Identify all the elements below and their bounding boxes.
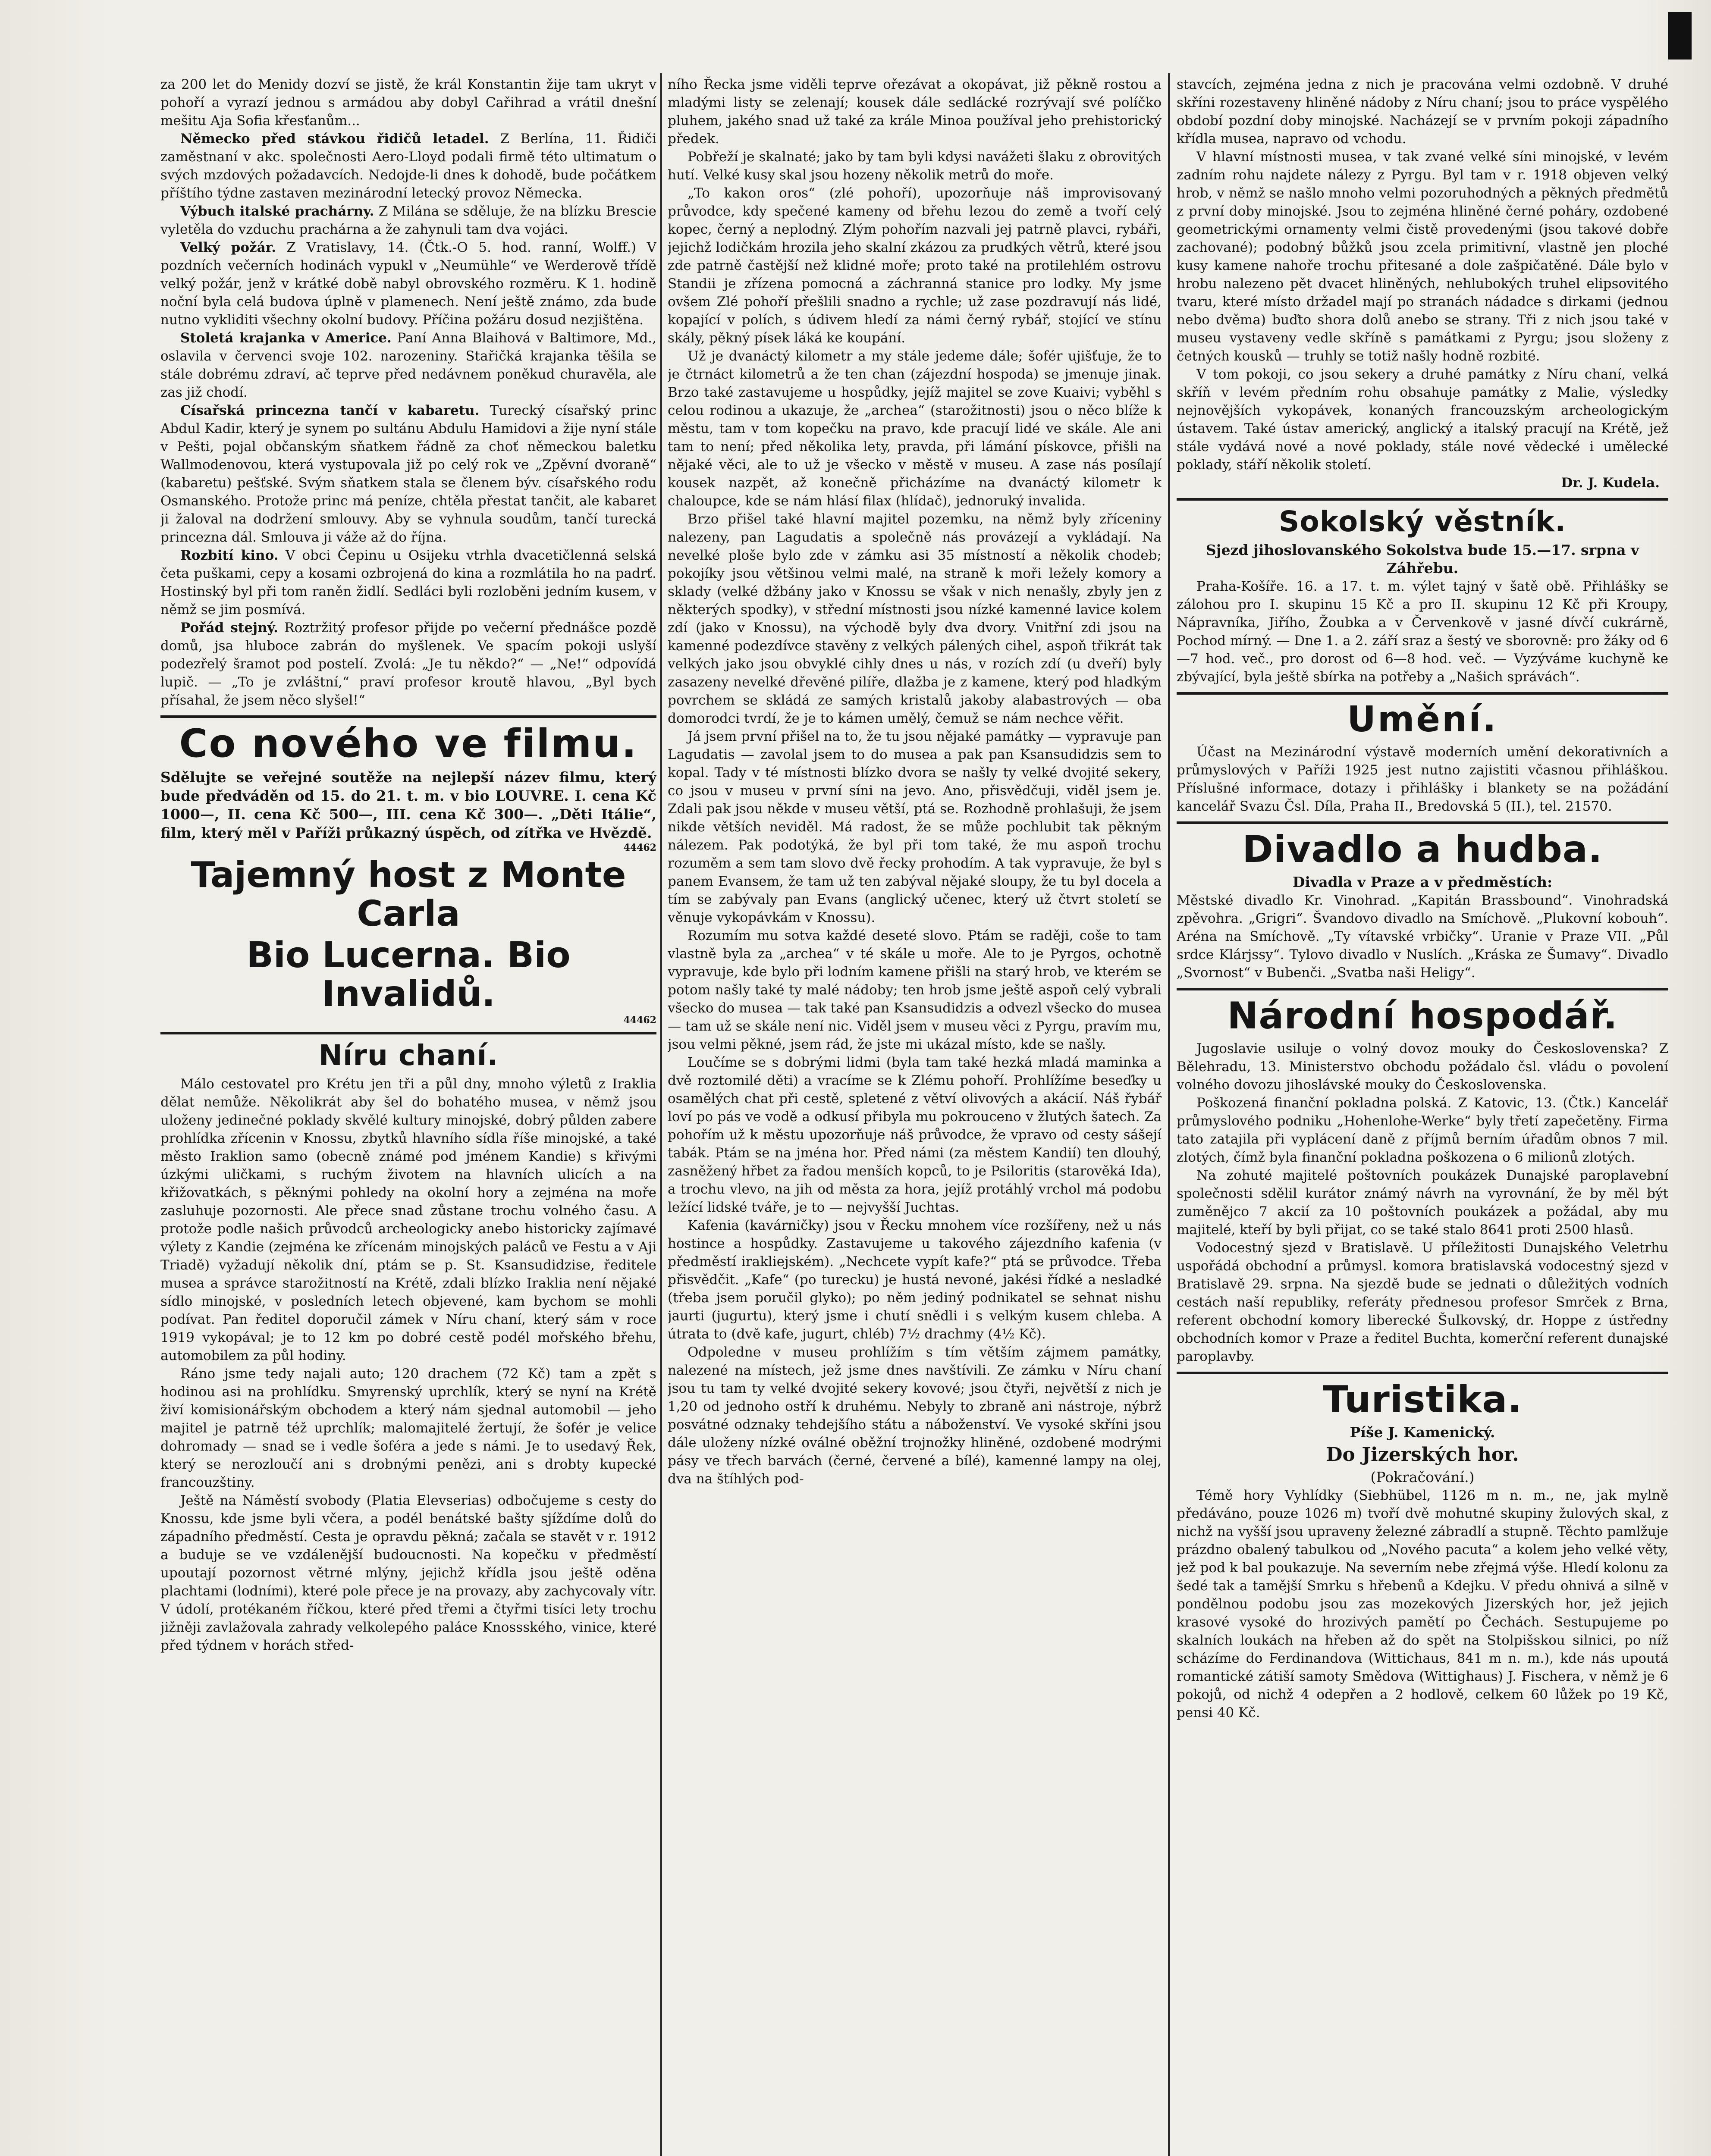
section-title-hospodar: Národní hospodář. xyxy=(1227,994,1618,1037)
column-middle xyxy=(668,75,1162,2156)
news-item xyxy=(160,130,656,202)
section-subtitle: Sjezd jihoslovanského Sokolstva bude 15.—17. srpna v Záhřebu. xyxy=(1206,542,1639,577)
news-text: Roztržitý profesor přijde po večerní přednášce pozdě domů, jsa hluboce zabrán do myšlenek. Ve spacím pokoji uslyší podezřelý šramot pod postelí. Zvolá: „Je tu někdo?“ — „Ne!“ odpovídá lupič. — „To je zvláštní,“ praví profesor kroutě hlavou, „Byl bych přísahal, že jsem něco slyšel!“ xyxy=(160,620,656,708)
paragraph: Témě hory Vyhlídky (Siebhübel, 1126 m n. m., ne, jak mylně předáváno, pouze 1026 m) tvoří dvě mohutné skupiny žulových skal, z nichž na vyšší jsou upraveny železné zábradlí a stupně. Těchto pamlžuje prázdno obalený tabulkou od „Nového pacuta“ a kolem jeho velké věty, jež pod k bal poukazuje. Na severním nebe zřejmá výše. Hledí kolonu za šedé tak a tamější Smrku s hřebenů a Kdejku. V předu ohnivá a silně v pondělnou podobu jsou zas mozekových Jizerských hor, jež jejich krasové vysoké do hrozivých pamětí po Čechách. Sestupujeme po skalních loukách na hřeben až do spět na Stolpišskou silnici, po níž scházíme do Ferdinandova (Wittichaus, 841 m n. m.), kde nás upoutá romantické zátiší samoty Smědova (Wittighaus) J. Fischera, v němž je 6 pokojů, od nichž 4 odepřen a 2 hodlově, celkem 60 lůžek po 19 Kč, pensi 40 Kč. xyxy=(1177,1488,1668,1720)
page-edge-left xyxy=(0,0,108,2156)
news-item xyxy=(160,546,656,619)
film-ad-text: Sdělujte se veřejné soutěže na nejlepší název filmu, který bude předváděn od 15. do 21. t. m. v bio LOUVRE. I. cena Kč 1000—, II. cena Kč 500—, III. cena Kč 300—. „Děti Itálie“, film, který měl v Paříži průkazný úspěch, od zítřka ve Hvězdě. xyxy=(160,769,656,841)
paragraph: ního Řecka jsme viděli teprve ořezávat a okopávat, již pěkně rostou a mladými listy se zelenají; kousek dále sedlácké rozrývají své políčko pluhem, jakého snad už také za krále Minoa používal jeho prehistorický předek. xyxy=(668,77,1162,147)
paragraph: Ještě na Náměstí svobody (Platia Elevserias) odbočujeme s cesty do Knossu, kde jsme byli včera, a podél benátské bašty sjíždíme dolů do západního předměstí. Cesta je opravdu pěkná; začala se stavět v r. 1912 a buduje se ve vzdálenější budoucnosti. Na kopečku v předměstí upoutají pozornost větrné mlýny, jejichž křídla jsou ještě oděna plachtami (lodními), které pole přece je na provazy, aby zachycovaly vítr. V údolí, protékaném říčkou, které před třemi a čtyřmi tisíci lety trochu jižněji zavlažovala zahrady velkolepého paláce Knossského, vinice, které před týdnem v horách střed- xyxy=(160,1493,656,1653)
news-headline: Pořád stejný. xyxy=(180,620,278,636)
author-signature: Dr. J. Kudela. xyxy=(1561,475,1660,491)
news-item xyxy=(160,401,656,546)
paragraph: Na zohuté majitelé poštovních poukázek Dunajské paroplavební společnosti sdělil kurátor známý návrh na vyrovnání, že by měl být zuměnějco 7 akcií za 10 poštovních poukázek a požádal, aby mu majitelé, kteří by byli přijat, co se také stalo 8641 proti 2500 hlasů. xyxy=(1177,1168,1668,1238)
paragraph: Účast na Mezinárodní výstavě moderních umění dekorativních a průmyslových v Paříži 1925 jest nutno zajistiti včasnou přihláškou. Příslušné informace, dotazy i přihlášky i blankety se na požádání kancelář Svazu Čsl. Díla, Praha II., Bredovská 5 (II.), tel. 21570. xyxy=(1177,744,1668,814)
news-item xyxy=(160,329,656,401)
film-ad-headline: Tajemný host z Monte Carla xyxy=(191,855,626,934)
news-headline: Německo před stávkou řidičů letadel. xyxy=(180,131,489,147)
news-text: Paní Anna Blaihová v Baltimore, Md., oslavila v červenci svoje 102. narozeniny. Stařičká krajanka těšila se stále dobrému zdraví, ač teprve před nedávnem poněkud churavěla, ale zas již chodí. xyxy=(160,330,656,400)
column-right xyxy=(1177,75,1668,2156)
news-item xyxy=(160,619,656,709)
column-left xyxy=(160,75,656,2156)
divider xyxy=(1177,988,1668,990)
paragraph: Málo cestovatel pro Krétu jen tři a půl dny, mnoho výletů z Iraklia dělat nemůže. Několikrát aby šel do bohatého musea, v němž jsou uloženy jedinečné poklady skvělé kultury minojské, dobrý půlden zabere prohlídka zřícenin v Knossu, zbytků hlavního sídla říše minojské, a také město Iraklion samo (obecně známé pod jménem Kandie) s křivými úzkými uličkami, s ruchým životem na hlavních ulicích a na křižovatkách, s pěknými pohledy na okolní hory a zejména na moře zasluhuje pozornosti. Ale přece snad zůstane trochu volného času. A protože podle našich průvodců archeologicky anebo historicky zajímavé výlety z Kandie (zejména ke zřícenám minojských paláců ve Festu a v Aji Triadě) vyžadují několik dní, ptám se p. St. Ksansudidzise, ředitele musea a správce starožitností na Krétě, zdali blízko Iraklia není nějaké sídlo minojské, v posledních letech objevené, kam bychom se mohli podívat. Pan ředitel doporučil zámek v Níru chaní, který sám v roce 1919 vykopával; je to 12 km po dobré cestě podél mořského břehu, automobilem za půl hodiny. xyxy=(160,1076,656,1363)
section-title-divadlo: Divadlo a hudba. xyxy=(1242,828,1603,871)
article-subtitle: Do Jizerských hor. xyxy=(1326,1444,1519,1466)
ad-number: 44462 xyxy=(623,1015,656,1026)
paragraph: Jugoslavie usiluje o volný dovoz mouky do Československa? Z Bělehradu, 13. Ministerstvo obchodu požádalo čsl. vládu o povolení volného dovozu jihoslávské mouky do Československa. xyxy=(1177,1041,1668,1093)
continuation-note: (Pokračování.) xyxy=(1370,1469,1475,1485)
news-headline: Císařská princezna tančí v kabaretu. xyxy=(180,403,480,418)
divider xyxy=(1177,498,1668,501)
news-text: Turecký císařský princ Abdul Kadir, který je synem po sultánu Abdulu Hamidovi a žije nyní stále v Pešti, pojal občanským sňatkem řádně za choť německou baletku Wallmodenovou, která vystupovala již po celý rok ve „Zpěvní dvoraně“ (kabaretu) pešťské. Svým sňatkem stala se členem býv. císařského rodu Osmanského. Protože princ má peníze, chtěla přestat tančit, ale kabaret ji žaloval na dodržení smlouvy. Aby se vyhnula soudům, tančí turecká princezna dál. Smlouva ji váže až do října. xyxy=(160,403,656,545)
news-text: Z Milána se sděluje, že na blízku Brescie vyletěla do vzduchu prachárna a že zahynuli tam dva vojáci. xyxy=(160,204,656,237)
section-subtitle: Divadla v Praze a v předměstích: xyxy=(1292,874,1553,890)
divider xyxy=(1177,692,1668,695)
corner-mark xyxy=(1668,12,1692,60)
article-author: Píše J. Kamenický. xyxy=(1350,1424,1495,1441)
divider xyxy=(1177,1372,1668,1374)
paragraph: Odpoledne v museu prohlížím s tím větším zájmem památky, nalezené na místech, jež jsme dnes navštívili. Ze zámku v Níru chaní jsou tu tam ty velké dvojité sekery kovové; jsou čtyři, největší z nich je 1,20 od jednoho ostří k druhému. Nebyly to zbraně ani nástroje, nýbrž posvátné odznaky tehdejšího státu a náboženství. Ve vysoké skříni jsou dále uloženy nízké oválné oběžní trojnožky hliněné, ozdobené modrými pásy ve třech barvách (černé, červené a bílé), kamenné lampy na olej, dva na štíhlých pod- xyxy=(668,1344,1162,1487)
film-ad-title: Co nového ve filmu. xyxy=(179,721,638,766)
paragraph: stavcích, zejména jedna z nich je pracována velmi ozdobně. V druhé skříni rozestaveny hliněné nádoby z Níru chaní; jsou to práce vyspělého období pozdní doby minojské. Nacházejí se v prvním pokoji západního křídla musea, napravo od vchodu. xyxy=(1177,77,1668,147)
paragraph: V tom pokoji, co jsou sekery a druhé památky z Níru chaní, velká skříň v levém předním rohu obsahuje památky z Malie, výsledky nejnovějších vykopávek, konaných francouzským archeologickým ústavem. Také ústav americký, anglický a italský pracují na Krétě, jež stále vydává nové a nové poklady, stále nové vědecké i umělecké poklady, stáří několik století. xyxy=(1177,367,1668,473)
news-headline: Výbuch italské prachárny. xyxy=(180,204,374,219)
news-text: Z Berlína, 11. Řidiči zaměstnaní v akc. společnosti Aero-Lloyd podali firmě této ultimatum o svých mzdových požadavcích. Nedojde-li dnes k dohodě, bude počátkem příštího týdne zastaven mezinárodní letecký provoz Německa. xyxy=(160,131,656,201)
section-title-turistika: Turistika. xyxy=(1322,1378,1522,1421)
divider xyxy=(1177,821,1668,824)
column-rule xyxy=(1168,73,1170,2156)
paragraph: Loučíme se s dobrými lidmi (byla tam také hezká mladá maminka a dvě roztomilé děti) a vracíme se k Zlému pohoří. Prohlížíme beseďky u osamělých chat při cestě, spletené z větví olivových a akácií. Náš řybář loví po pás ve vodě a odkusí přibyla mu pokrouceno v žlutých šatech. Za pohořím už k městu upozorňuje náš průvodce, že vpravo od cesty sášejí tabák. Ptám se na jména hor. Před námi (za městem Kandií) ten dlouhý, zasněžený hřbet za řadou menších kopců, to je Psiloritis (starověká Ida), a trochu vlevo, na jih od města za hora, jejíž protáhlý vrchol má podobu ležící lidské tváře, je to — nejvyšší Juchtas. xyxy=(668,1055,1162,1215)
ad-number: 44462 xyxy=(623,842,656,853)
paragraph: Ráno jsme tedy najali auto; 120 drachem (72 Kč) tam a zpět s hodinou asi na prohlídku. Smyrenský uprchlík, který se nyní na Krétě živí komisionářským obchodem a který nám sjednal automobil — jeho majitel je patrně též uprchlík; malomajitelé žertují, že šofér je velice dohromady — snad se i vedle šoféra a jede s námi. Je to usedavý Řek, který se nerozloučí ani s drobnými penězi, ani s drobty kupecké francouzštiny. xyxy=(160,1366,656,1490)
news-text: V obci Čepinu u Osijeku vtrhla dvacetičlenná selská četa puškami, cepy a kosami ozbrojená do kina a rozmlátila ho na padrť. Hostinský byl při tom raněn židlí. Sedláci byli rozloběni jedním kusem, v němž se jim posmívá. xyxy=(160,548,656,617)
paragraph: Rozumím mu sotva každé deseté slovo. Ptám se raději, coše to tam vlastně byla za „archea“ v té skále u moře. Ale to je Pyrgos, ochotně vypravuje, kde bylo při lodním kamene přišli na starý hrob, ve kterém se potom našly také ty malé nádoby; ten hrob jsme ještě aspoň celý vybrali všecko do musea — tak také pan Ksansudidzis a odvezl všecko do musea — tam už se skále není nic. Viděl jsem v museu věci z Pyrgu, pravím mu, jsou velmi pěkné, jsem rád, že jste mi ukázal místo, kde se našly. xyxy=(668,928,1162,1052)
paragraph: V hlavní místnosti musea, v tak zvané velké síni minojské, v levém zadním rohu najdete nálezy z Pyrgu. Byl tam v r. 1918 objeven velký hrob, v němž se našlo mnoho velmi pozoruhodných a pěkných předmětů z první doby minojské. Jsou to zejména hliněné černé poháry, ozdobené geometrickými ornamenty velmi čistě provedenými (jsou takové dobře zachované); podobný bůžků jsou zcela primitivní, vlastně jen ploché kusy kamene nahoře trochu přitesané a dole zašpičatěné. Dále bylo v hrobu nalezeno pět dvacet hliněných, nehlubokých truhel elipsovitého tvaru, které místo držadel mají po stranách nádadce s dirkami (jednou nebo dvěma) buďto shora dolů anebo se strany. Tři z nich jsou také v museu vystaveny vedle skříně s památkami z Pyrgu; jsou složeny z četných kousků — truhly se totiž našly hodně rozbité. xyxy=(1177,149,1668,364)
divider xyxy=(160,715,656,718)
news-headline: Velký požár. xyxy=(180,240,276,255)
news-headline: Stoletá krajanka v Americe. xyxy=(180,330,392,346)
news-text: Z Vratislavy, 14. (Čtk.-O 5. hod. ranní, Wolff.) V pozdních večerních hodinách vypukl v „Neumühle“ ve Werderově třídě velký požár, jenž v krátké době nabyl obrovského rozměru. K 1. hodině noční byla celá budova úplně v plamenech. Není ještě známo, zda bude nutno vykliditi všechny okolní budovy. Příčina požáru dosud nezjištěna. xyxy=(160,240,656,328)
section-title-sokol: Sokolský věstník. xyxy=(1278,505,1567,538)
paragraph: Pobřeží je skalnaté; jako by tam byli kdysi navážeti šlaku z obrovitých hutí. Velké kusy skal jsou hozeny několik metrů do moře. xyxy=(668,149,1162,183)
paragraph: Poškozená finanční pokladna polská. Z Katovic, 13. (Čtk.) Kancelář průmyslového podniku „Hohenlohe-Werke“ byly třetí zapečetěny. Firma tato zatajila při vyplácení daně z příjmů berním úřadům obnos 7 mil. zlotých, čímž byla finanční pokladna poškozena o 6 milionů zlotých. xyxy=(1177,1095,1668,1165)
paragraph: „To kakon oros“ (zlé pohoří), upozorňuje náš improvisovaný průvodce, kdy spečené kameny od břehu lezou do země a tvoří celý kopec, černý a neplodný. Zlým pohořím nazvali jej patrně plavci, rybáři, jejichž lodičkám hrozila jeho skalní zkázou za prudkých větrů, které jsou zde patrně častější než klidné moře; proto také na protilehlém ostrovu Standii je zřízena pomocná a záchranná stanice pro lodky. My jsme ovšem Zlé pohoří přešlili snadno a rychle; už zase pozdravují nás lidé, kopající v polích, s údivem hledí za námi černý rybář, stojící ve stínu skály, pěkný písek láká ke koupání. xyxy=(668,185,1162,346)
paragraph: Praha-Košíře. 16. a 17. t. m. výlet tajný v šatě obě. Přihlášky se zálohou pro I. skupinu 15 Kč a pro II. skupinu 12 Kč při Kroupy, Nápravníka, Jiřího, Žoubka a v Červenkově v jasné dívčí cukrárně, Pochod mírný. — Dne 1. a 2. září sraz a šestý ve sborovně: pro žáky od 6—7 hod. več., pro dorost od 6—8 hod. več. — Vyzýváme kuchyně ke zbývající, byla ještě sbírka na potřeby a „Našich správách“. xyxy=(1177,579,1668,685)
paragraph: Já jsem první přišel na to, že tu jsou nějaké památky — vypravuje pan Lagudatis — zavolal jsem to do musea a pak pan Ksansudidzis sem to kopal. Tady v té místnosti blízko dvora se našly ty velké dvojité sekery, co jsou v museu v první síni na jevo. Ano, přisvědčuji, viděl jsem je. Zdali pak jsou někde v museu větší, ptá se. Rozhodně prohlašuji, že jsem nikde větších neviděl. Má radost, že se může pochlubit tak pěkným nálezem. Pak podotýká, že byl při tom také, že mu aspoň trochu rozuměm a sem tam slovo dvě řecky prohodím. A tak vypravuje, že byl s panem Evansem, že tam už ten zabýval nějaké sloupy, že tu byl docela a tím se zabývaly pan Evans (anglický učenec, který už čtvrt století se věnuje vykopávkám v Knossu). xyxy=(668,729,1162,925)
paragraph: Brzo přišel také hlavní majitel pozemku, na němž byly zříceniny nalezeny, pan Lagudatis a společně nás provázejí a vykládají. Na nevelké ploše bylo zde v zámku asi 35 místností a několik chodeb; pokojíky jsou většinou velmi malé, na straně k moři ležely komory a sklady (velké džbány jako v Knossu se však v nich nenašly, zbyly jen z některých spodky), v střední místnosti jsou nízké kamenné lavice kolem zdí (jako v Knossu), na východě byly dva dvory. Vnitřní zdi jsou na kamenné podezdívce stavěny z velkých pálených cihel, aspoň třikrát tak velkých jako jsou obvyklé cihly dnes u nás, v rozích zdí (u dveří) byly zasazeny nevelké dřevěné pilíře, dlažba je z kamene, který pod hladkým povrchem se skládá ze samých kristalů jakoby alabastrových — oba domorodci tvrdí, že je to kámen umělý, čemuž se nám nechce věřit. xyxy=(668,511,1162,726)
news-item xyxy=(160,238,656,329)
paragraph: Vodocestný sjezd v Bratislavě. U příležitosti Dunajského Veletrhu uspořádá obchodní a průmysl. komora bratislavská vodocestný sjezd v Bratislavě 29. srpna. Na sjezdě bude se jednati o důležitých vodních cestách naší republiky, referáty přednesou profesor Smrček z Brna, referent obchodní komory liberecké Šulkovský, dr. Hoppe z ústředny obchodních komor v Praze a ředitel Buchta, komerční referent dunajské paroplavby. xyxy=(1177,1240,1668,1364)
paragraph: Kafenia (kavárničky) jsou v Řecku mnohem více rozšířeny, než u nás hostince a hospůdky. Zastavujeme u takového zájezdního kafenia (v předměstí irakliejském). „Nechcete vypít kafe?“ ptá se průvodce. Třeba přisvědčit. „Kafe“ (po turecku) je hustá nevoné, jakési řídké a nesladké (třeba jsem poručil glyko); po něm jediný podnikatel se sehnat nishu jaurti (jugurtu), který jsme i chutí snědli i s velkým kusem chleba. A útrata to (dvě kafe, jugurt, chléb) 7½ drachmy (4½ Kč). xyxy=(668,1218,1162,1342)
film-ad-cinemas: Bio Lucerna. Bio Invalidů. xyxy=(246,935,571,1015)
article-title: Níru chaní. xyxy=(318,1039,499,1072)
section-title-umeni: Umění. xyxy=(1347,699,1498,740)
divider xyxy=(160,1032,656,1034)
paragraph: Už je dvanáctý kilometr a my stále jedeme dále; šofér ujišťuje, že to je čtrnáct kilometrů a že ten chan (zájezdní hospoda) se jmenuje jinak. Brzo také zastavujeme u hospůdky, jejíž majitel se zove Kuaivi; vyběhl s celou rodinou a ukazuje, že „archea“ (starožitnosti) jsou o něco blíže k městu, tam v tom kopečku na pravo, kde pracují lidé ve skále. Ale ani tam to není; před několika lety, pravda, při lámání pískovce, přišli na nějaké věci, ale to už je všecko v městě v museu. A zase nás posílají kousek nazpět, až konečně přicházíme na dvanáctý kilometr k chaloupce, kde se nám hlásí filax (hlídač), jednoruký invalida. xyxy=(668,348,1162,509)
news-item xyxy=(160,202,656,238)
column-rule xyxy=(660,73,662,2156)
news-headline: Rozbití kino. xyxy=(180,548,279,563)
paragraph: za 200 let do Menidy dozví se jistě, že král Konstantin žije tam ukryt v pohoří a vyrazí jednou s armádou aby dobyl Cařihrad a vrátil dnešní mešitu Aja Sofia křesťanům... xyxy=(160,77,656,128)
theatre-listing: Městské divadlo Kr. Vinohrad. „Kapitán Brassbound“. Vinohradská zpěvohra. „Grigri“. Švandovo divadlo na Smíchově. „Plukovní kobouh“. Aréna na Smíchově. „Ty vítavské vrbičky“. Uranie v Praze VII. „Půl srdce Klárjssy“. Tylovo divadlo v Nuslích. „Kráska ze Šumavy“. Divadlo „Svornost“ v Bubenči. „Svatba naši Heligy“. xyxy=(1177,893,1668,981)
